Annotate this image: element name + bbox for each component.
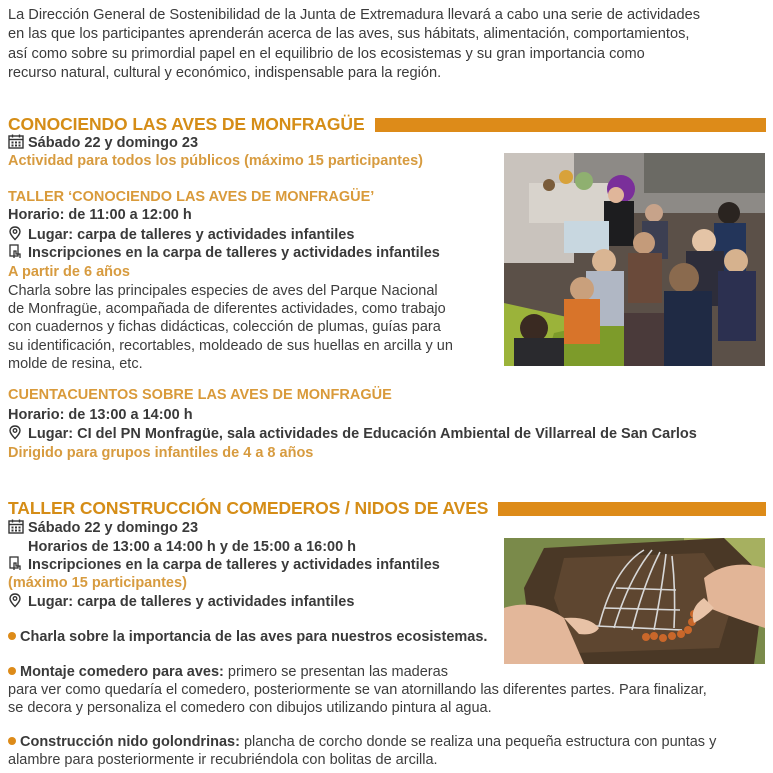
workshop-registration-text: Inscripciones en la carpa de talleres y actividades infantiles [28, 245, 440, 261]
registration-hand-icon [8, 244, 24, 259]
story-location [8, 425, 697, 443]
section1-title [8, 114, 766, 135]
bullet-feeder [8, 663, 768, 718]
bullet-feeder-line3: se decora y personaliza el comedero con dibujos utilizando pintura al agua. [8, 700, 492, 717]
section2-registration-text: Inscripciones en la carpa de talleres y actividades infantiles [28, 557, 440, 573]
desc-line: su identificación, recortables, moldeado de sus huellas en arcilla y un [8, 337, 453, 354]
story-location-text: Lugar: CI del PN Monfragüe, sala actividades de Educación Ambiental de Villarreal de San Carlos [28, 426, 697, 442]
section2-title-bar [498, 502, 766, 516]
section1-title-bar [375, 118, 766, 132]
bullet-nest-line1: plancha de corcho donde se realiza una pequeña estructura con puntas y [239, 734, 717, 750]
bullet-dot [8, 632, 16, 640]
workshop-location-text: Lugar: carpa de talleres y actividades infantiles [28, 227, 355, 243]
calendar-icon [8, 519, 24, 534]
section2-location [8, 593, 354, 611]
section2-registration [8, 556, 440, 574]
nest-construction-photo [504, 538, 765, 664]
registration-hand-icon [8, 556, 24, 571]
desc-line: Charla sobre las principales especies de aves del Parque Nacional [8, 283, 438, 299]
workshop-location [8, 226, 354, 244]
location-pin-icon [8, 226, 24, 241]
story-audience: Dirigido para grupos infantiles de 4 a 8 años [8, 445, 314, 461]
section1-date-text: Sábado 22 y domingo 23 [28, 135, 199, 151]
section2-date [8, 519, 198, 537]
bullet-feeder-line2: para ver como quedaría el comedero, posteriormente se van atornillando las diferentes partes. Para finalizar, [8, 682, 707, 699]
desc-line: con cuadernos y fichas didácticas, colección de plumas, guías para [8, 319, 441, 336]
intro-line: así como sobre su primordial papel en el equilibrio de los ecosistemas y su gran importancia como [8, 45, 645, 62]
section2-date-text: Sábado 22 y domingo 23 [28, 520, 199, 536]
bullet-dot [8, 667, 16, 675]
story-title: CUENTACUENTOS SOBRE LAS AVES DE MONFRAGÜE [8, 387, 392, 403]
nest-construction-illustration [504, 538, 765, 664]
workshop-schedule: Horario: de 11:00 a 12:00 h [8, 207, 192, 223]
bullet-dot [8, 737, 16, 745]
section1-date [8, 134, 198, 152]
desc-line: molde de resina, etc. [8, 355, 143, 372]
bullet-talk [8, 628, 487, 646]
section1-title-text: CONOCIENDO LAS AVES DE MONFRAGÜE [8, 114, 365, 134]
section1-audience: Actividad para todos los públicos (máximo 15 participantes) [8, 153, 423, 169]
bullet-nest-label: Construcción nido golondrinas: [20, 734, 240, 750]
workshop-registration [8, 244, 440, 262]
story-schedule: Horario: de 13:00 a 14:00 h [8, 407, 193, 423]
section2-max: (máximo 15 participantes) [8, 575, 187, 591]
bullet-feeder-line1: primero se presentan las maderas [223, 664, 448, 680]
bullet-nest [8, 733, 768, 769]
storytelling-illustration [504, 153, 765, 366]
intro-line: recurso natural, cultural y económico, indispensable para la región. [8, 65, 442, 82]
bullet-nest-line2: alambre para posteriormente ir recubriéndola con bolitas de arcilla. [8, 752, 438, 769]
workshop-title: TALLER ‘CONOCIENDO LAS AVES DE MONFRAGÜE’ [8, 189, 375, 205]
intro-paragraph [8, 6, 766, 84]
location-pin-icon [8, 425, 24, 440]
workshop-age: A partir de 6 años [8, 264, 130, 280]
section2-schedule: Horarios de 13:00 a 14:00 h y de 15:00 a 16:00 h [28, 539, 357, 555]
bullet-talk-text: Charla sobre la importancia de las aves para nuestros ecosistemas. [20, 629, 488, 645]
bullet-feeder-label: Montaje comedero para aves: [20, 664, 224, 680]
location-pin-icon [8, 593, 24, 608]
workshop-description [8, 282, 498, 373]
calendar-icon [8, 134, 24, 149]
section2-title [8, 498, 766, 519]
section2-title-text: TALLER CONSTRUCCIÓN COMEDEROS / NIDOS DE AVES [8, 498, 489, 518]
desc-line: de Monfragüe, acompañada de diferentes actividades, como trabajo [8, 301, 446, 318]
intro-line: La Dirección General de Sostenibilidad de la Junta de Extremadura llevará a cabo una serie de actividades [8, 7, 700, 23]
intro-line: en las que los participantes aprenderán acerca de las aves, sus hábitats, alimentación, comportamientos, [8, 26, 690, 43]
storytelling-photo [504, 153, 765, 366]
section2-location-text: Lugar: carpa de talleres y actividades infantiles [28, 594, 355, 610]
